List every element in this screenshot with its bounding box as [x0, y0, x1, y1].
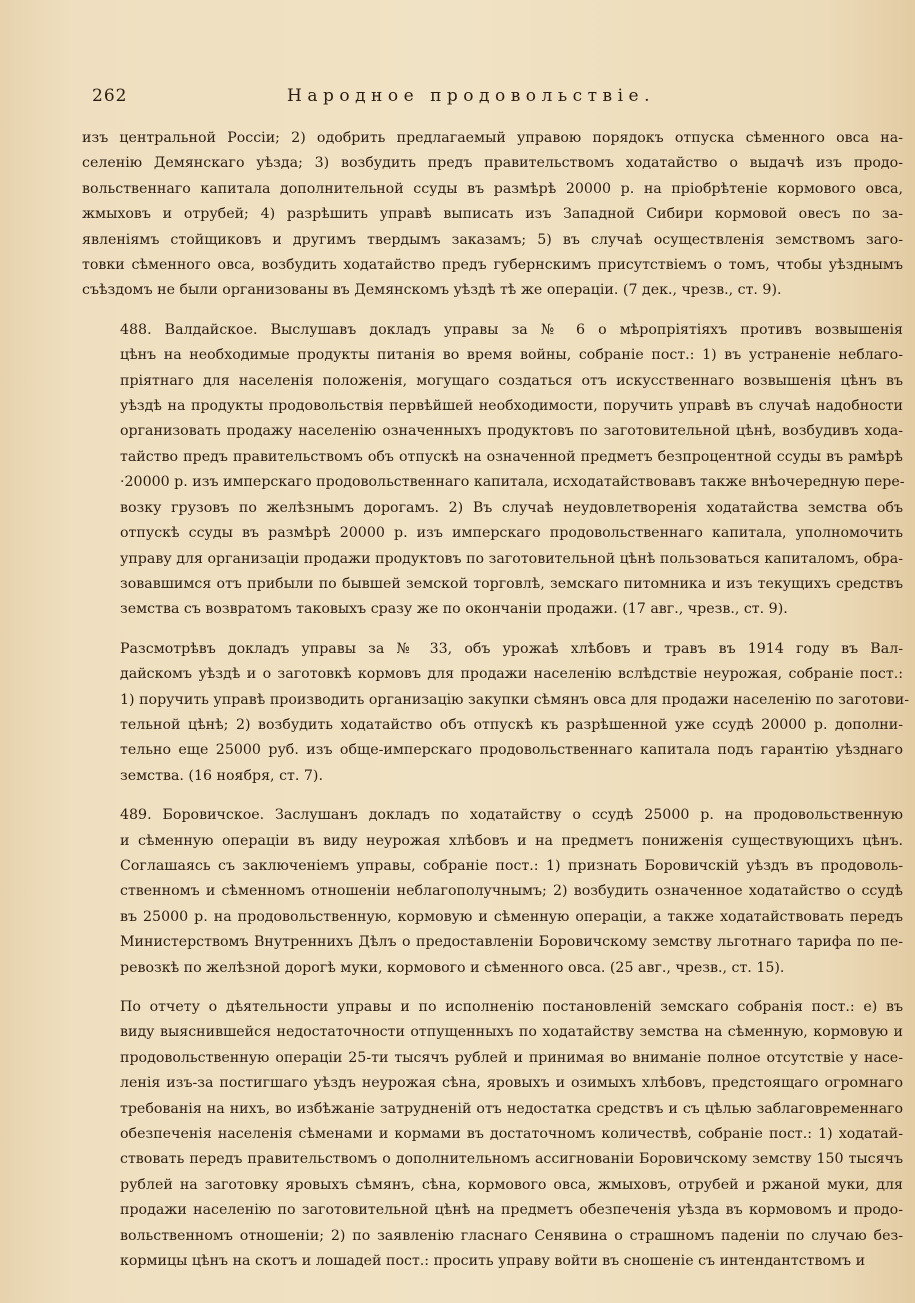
text-line: тайство предъ правительствомъ объ отпускѣ на означенной предметъ безпроцентной ссуды въ рамѣрѣ: [120, 448, 903, 465]
text-line: 488. Валдайское. Выслушавъ докладъ управы за № 6 о мѣропріятіяхъ противъ возвышенія: [120, 321, 903, 338]
page-header: [92, 86, 875, 114]
text-line: явленіямъ стойщиковъ и другимъ твердымъ заказамъ; 5) въ случаѣ осуществленія земствомъ заго-: [82, 231, 903, 248]
body-text: [82, 126, 909, 1288]
text-line: управу для организаціи продажи продуктовъ по заготовительной цѣнѣ пользоваться капиталомъ, обра-: [120, 550, 903, 567]
text-line: обезпеченія населенія сѣменами и кормами въ достаточномъ количествѣ, собраніе пост.: 1) ходатай-: [120, 1126, 903, 1143]
paragraph: [82, 318, 903, 623]
text-line: селенію Демянскаго уѣзда; 3) возбудить предъ правительствомъ ходатайство о выдачѣ изъ продо-: [82, 155, 903, 172]
text-line: пріятнаго для населенія положенія, могущаго создаться отъ искусственнаго возвышенія цѣнъ въ: [120, 372, 903, 389]
text-line: тельно еще 25000 руб. изъ обще-имперскаго продовольственнаго капитала подъ гарантію уѣзднаго: [120, 742, 903, 759]
text-line: продажи населенію по заготовительной цѣнѣ на предметъ обезпеченія уѣзда въ кормовомъ и продо-: [120, 1202, 903, 1219]
text-line: По отчету о дѣятельности управы и по исполненію постановленій земскаго собранія пост.: е) въ: [120, 999, 903, 1015]
text-line: Разсмотрѣвъ докладъ управы за № 33, объ урожаѣ хлѣбовъ и травъ въ 1914 году въ Вал-: [120, 640, 903, 657]
text-line: въ 25000 р. на продовольственную, кормовую и сѣменную операціи, а также ходатайствовать передъ: [120, 908, 903, 925]
text-line: 1) поручить управѣ производить организацію закупки сѣмянъ овса для продажи населенію по заготови-: [120, 691, 909, 708]
text-line: требованія на нихъ, во избѣжаніе затрудненій отъ недостатка средствъ и съ цѣлью заблаговременнаго: [120, 1100, 903, 1117]
text-line: отпускѣ ссуды въ размѣрѣ 20000 р. изъ имперскаго продовольственнаго капитала, уполномочить: [120, 525, 903, 542]
text-line: продовольственную операціи 25-ти тысячъ рублей и принимая во вниманіе полное отсутствіе у насе-: [120, 1049, 903, 1066]
page-number: 262: [92, 86, 128, 106]
text-line: товки сѣменного овса, возбудить ходатайство предъ губернскимъ присутствіемъ о томъ, чтобы уѣзднымъ: [82, 257, 903, 274]
text-line: земства. (16 ноября, ст. 7).: [120, 767, 323, 784]
text-line: ленія изъ-за постигшаго уѣздъ неурожая сѣна, яровыхъ и озимыхъ хлѣбовъ, предстоящаго огромнаго: [120, 1075, 903, 1092]
text-line: кормицы цѣнъ на скотъ и лошадей пост.: просить управу войти въ сношеніе съ интендантствомъ и: [120, 1253, 866, 1270]
text-line: тельной цѣнѣ; 2) возбудить ходатайство объ отпускѣ къ разрѣшенной уже ссудѣ 20000 р. дополни-: [120, 716, 903, 733]
paragraph: [82, 803, 903, 981]
text-line: Соглашаясь съ заключеніемъ управы, собраніе пост.: 1) признать Боровичскій уѣздъ въ продоволь-: [120, 857, 903, 874]
paragraph: [82, 995, 903, 1274]
text-line: земства съ возвратомъ таковыхъ сразу же по окончаніи продажи. (17 авг., чрезв., ст. 9).: [120, 601, 788, 618]
text-line: 489. Боровичское. Заслушанъ докладъ по ходатайству о ссудѣ 25000 р. на продовольственную: [120, 807, 903, 824]
text-line: организовать продажу населенію означенныхъ продуктовъ по заготовительной цѣнѣ, возбудивъ хода-: [120, 423, 903, 440]
text-line: жмыховъ и отрубей; 4) разрѣшить управѣ выписать изъ Западной Сибири кормовой овесъ по за-: [82, 206, 903, 223]
text-line: ·20000 р. изъ имперскаго продовольственнаго капитала, исходатайствовавъ также внѣочередную пере-: [120, 474, 905, 491]
text-line: возку грузовъ по желѣзнымъ дорогамъ. 2) Въ случаѣ неудовлетворенія ходатайства земства объ: [120, 499, 903, 516]
text-line: ствовать передъ правительствомъ о дополнительномъ ассигнованіи Боровичскому земству 150 тысячъ: [120, 1151, 903, 1168]
text-line: цѣнъ на необходимые продукты питанія во время войны, собраніе пост.: 1) въ устраненіе неблаго-: [120, 347, 903, 364]
text-line: дайскомъ уѣздѣ и о заготовкѣ кормовъ для продажи населенію вслѣдствіе неурожая, собраніе пост.:: [120, 666, 903, 683]
text-line: зовавшимся отъ прибыли по бывшей земской торговлѣ, земскаго питомника и изъ текущихъ средствъ: [120, 575, 903, 592]
text-line: уѣздѣ на продукты продовольствія первѣйшей необходимости, поручить управѣ въ случаѣ надобности: [120, 398, 903, 415]
text-line: ревозкѣ по желѣзной дорогѣ муки, кормового и сѣменного овса. (25 авг., чрезв., ст. 15).: [120, 959, 785, 976]
paragraph: [82, 637, 909, 789]
text-line: вольственномъ отношеніи; 2) по заявленію гласнаго Сенявина о страшномъ паденіи по случаю без-: [120, 1227, 903, 1244]
text-line: и сѣменную операціи въ виду неурожая хлѣбовъ и на предметъ пониженія существующихъ цѣнъ.: [120, 832, 903, 849]
text-line: ственномъ и сѣменномъ отношеніи неблагополучнымъ; 2) возбудить означенное ходатайство о ссудѣ: [120, 883, 903, 900]
text-line: рублей на заготовку яровыхъ сѣмянъ, сѣна, кормового овса, жмыховъ, отрубей и ржаной муки, для: [120, 1176, 903, 1193]
text-line: изъ центральной Россіи; 2) одобрить предлагаемый управою порядокъ отпуска сѣменного овса на-: [82, 130, 903, 146]
text-line: виду выяснившейся недостаточности отпущенныхъ по ходатайству земства на сѣменную, кормовую и: [120, 1024, 903, 1041]
text-line: Министерствомъ Внутреннихъ Дѣлъ о предоставленіи Боровичскому земству льготнаго тарифа по пе-: [120, 934, 903, 951]
text-line: съѣздомъ не были организованы въ Демянскомъ уѣздѣ тѣ же операціи. (7 дек., чрезв., ст. 9).: [82, 282, 782, 299]
paragraph: [82, 126, 903, 304]
text-line: вольственнаго капитала дополнительной ссуды въ размѣрѣ 20000 р. на пріобрѣтеніе кормового овса,: [82, 180, 903, 197]
running-title: Народное продовольствіе.: [287, 86, 655, 106]
